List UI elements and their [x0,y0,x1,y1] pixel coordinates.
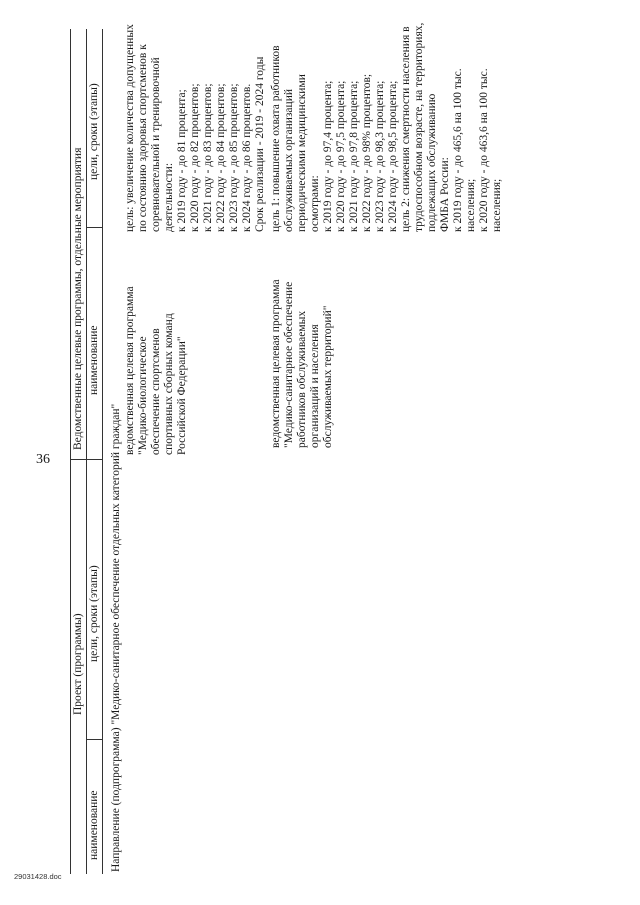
list-item: к 2022 году - до 84 процентов; [215,83,227,232]
list-item: ведомственная целевая программа [270,279,282,448]
list-item: к 2020 году - до 463,6 на 100 тыс. [478,68,490,232]
list-item: обслуживаемых организаций [283,89,295,232]
left-subcolumn-divider [86,739,102,740]
group-vertical-divider [70,459,102,460]
row2-program-goals [270,23,504,232]
list-item: населения; [491,178,503,232]
header-col-name-right: наименование [88,325,100,395]
list-item: подлежащих обслуживанию [426,93,438,232]
list-item: к 2019 году - до 97,4 процента; [322,80,334,232]
list-item: трудоспособном возрасте, на территориях, [413,22,425,232]
row1-program-name [124,286,189,455]
row1-program-goals [124,24,267,232]
list-item: "Медико-санитарное обеспечение [283,281,295,448]
list-item: организаций и населения [309,324,321,448]
list-item: к 2023 году - до 85 процентов; [228,83,240,232]
list-item: соревновательной и тренировочной [150,57,162,232]
list-item: Российской Федерации" [176,336,188,455]
list-item: цель: увеличение количества допущенных [124,24,136,232]
list-item: к 2022 году - до 98% процентов; [361,73,373,232]
column-header-bottom-border [102,29,103,874]
page-number: 36 [36,452,50,467]
list-item: к 2024 году - до 98,5 процента; [387,80,399,232]
right-subcolumn-divider [86,227,102,228]
list-item: Срок реализации - 2019 - 2024 годы [254,56,266,232]
list-item: цель 1: повышение охвата работников [270,45,282,232]
group-header-divider [86,29,87,874]
list-item: спортивных сборных команд [163,313,175,455]
list-item: деятельности: [163,162,175,232]
list-item: к 2021 году - до 83 процентов; [202,83,214,232]
header-col-name-left: наименование [88,790,100,860]
table-top-border [70,29,71,874]
list-item: к 2020 году - до 82 процентов; [189,83,201,232]
header-col-goals-left: цели, сроки (этапы) [88,565,100,662]
section-title: Направление (подпрограмма) "Медико-санитарное обеспечение отдельных категорий граждан" [110,403,122,872]
list-item: обслуживаемых территорий" [322,305,334,448]
row2-program-name [270,279,335,448]
list-item: "Медико-биологическое [137,336,149,455]
document-id: 29031428.doc [14,872,62,881]
list-item: к 2021 году - до 97,8 процента; [348,80,360,232]
list-item: обеспечение спортсменов [150,328,162,455]
list-item: к 2020 году - до 97,5 процента; [335,80,347,232]
list-item: осмотрами: [309,175,321,232]
list-item: к 2024 году - до 86 процентов. [241,83,253,232]
list-item: цель 2: снижения смертности населения в [400,26,412,232]
list-item: периодическими медицинскими [296,74,308,232]
header-departmental-programs: Ведомственные целевые программы, отдельные мероприятия [72,147,84,450]
rotated-table-sheet [62,22,614,880]
list-item: по состоянию здоровья спортсменов к [137,44,149,232]
header-project-programs: Проект (программы) [72,613,84,715]
list-item: работников обслуживаемых [296,310,308,448]
header-col-goals-right: цели, сроки (этапы) [88,83,100,180]
list-item: ФМБА России: [439,157,451,232]
list-item: к 2019 году - до 465,6 на 100 тыс. [452,68,464,232]
list-item: ведомственная целевая программа [124,286,136,455]
list-item: к 2023 году - до 98,3 процента; [374,80,386,232]
list-item: к 2019 году - до 81 процента; [176,89,188,232]
list-item: населения; [465,178,477,232]
